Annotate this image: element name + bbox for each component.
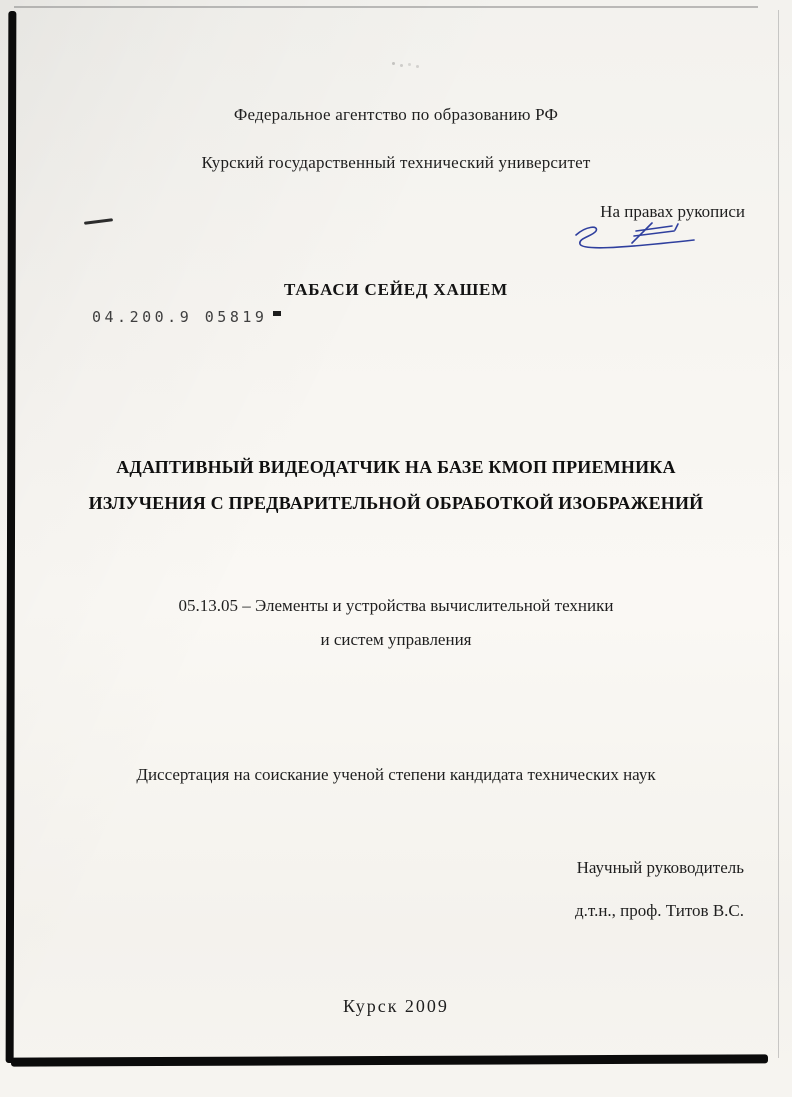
city-year: Курск 2009 — [343, 996, 449, 1016]
specialty-line-1: 05.13.05 – Элементы и устройства вычислительной техники — [178, 596, 614, 615]
signature — [568, 221, 708, 263]
scan-edge-bottom — [11, 1054, 768, 1066]
agency-line: Федеральное агентство по образованию РФ — [233, 105, 559, 124]
specialty-line-2: и систем управления — [320, 630, 472, 649]
title-line-1: АДАПТИВНЫЙ ВИДЕОДАТЧИК НА БАЗЕ КМОП ПРИЕМНИКА — [116, 457, 676, 477]
library-stamp — [92, 308, 281, 326]
title-line-2: ИЗЛУЧЕНИЯ С ПРЕДВАРИТЕЛЬНОЙ ОБРАБОТКОЙ ИЗОБРАЖЕНИЙ — [88, 493, 704, 513]
pencil-smudge — [392, 62, 395, 65]
pen-mark — [84, 218, 113, 225]
library-stamp-number: 04.200.9 05819 — [92, 308, 268, 326]
stamp-end-mark — [273, 311, 281, 316]
specialty — [0, 589, 792, 657]
advisor-name: д.т.н., проф. Титов В.С. — [575, 901, 744, 920]
scan-edge-top — [14, 6, 758, 8]
manuscript-note: На правах рукописи — [600, 202, 745, 221]
university-line: Курский государственный технический университет — [201, 153, 591, 172]
advisor-label: Научный руководитель — [576, 858, 744, 877]
dissertation-title — [0, 449, 792, 521]
author-name: ТАБАСИ СЕЙЕД ХАШЕМ — [283, 280, 509, 299]
thesis-type-line: Диссертация на соискание ученой степени кандидата технических наук — [136, 765, 656, 784]
